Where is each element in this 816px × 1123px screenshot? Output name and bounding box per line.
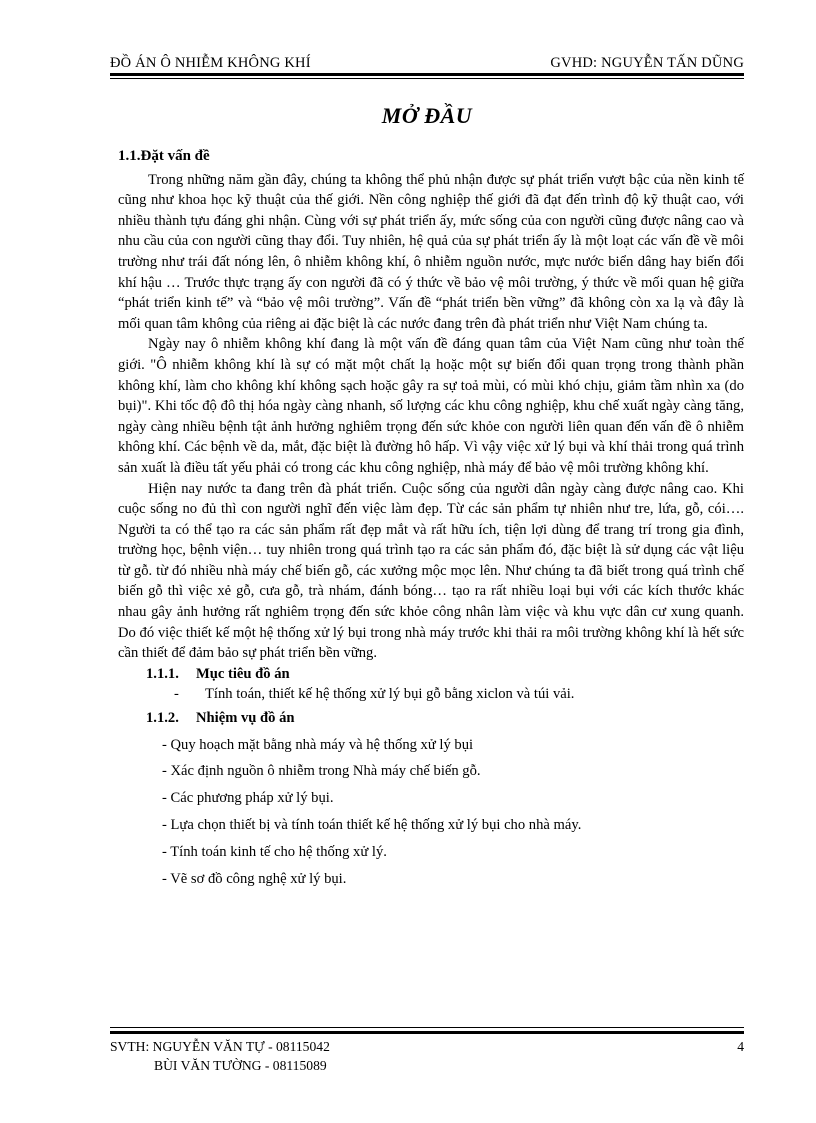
page-title: MỞ ĐẦU (381, 103, 473, 128)
subsection-number: 1.1.1. (146, 665, 179, 682)
paragraph-3: Hiện nay nước ta đang trên đà phát triển. Cuộc sống của người dân ngày càng được nâng cao. Khi cuộc sống no đủ thì con người nghĩ đến việc làm đẹp. Từ các sản phẩm tự nhiên như tre, lứa, gỗ, cói…. Người ta có thể tạo ra các sản phẩm rất đẹp mắt và rất hữu ích, tiện lợi dùng để trang trí trong gia đình, trường học, bệnh viện… tuy nhiên trong quá trình tạo ra các sản phẩm đó, đặc biệt là sử dụng các vật liệu từ gỗ. từ đó nhiều nhà máy chế biến gỗ, các xưởng mộc mọc lên. Như chúng ta đã biết trong quá trình chế biến gỗ thì việc xẻ gỗ, cưa gỗ, trà nhám, đánh bóng… tạo ra rất nhiều loại bụi với các kích thước khác nhau gây ảnh hưởng rất nghiêm trọng đến sức khỏe công nhân làm việc và khu vực dân cư xung quanh. Do đó việc thiết kế một hệ thống xử lý bụi trong nhà máy trước khi thải ra môi trường không khí là hết sức cần thiết để đảm bảo sự phát triển bền vững. (118, 480, 744, 662)
footer-rule-thick (110, 1031, 744, 1034)
section-heading: 1.1.Đặt vấn đề (118, 148, 210, 164)
footer-student-2: BÙI VĂN TƯỜNG - 08115089 (154, 1058, 327, 1073)
header-rule-thick (110, 73, 744, 76)
subsection-number: 1.1.2. (146, 710, 179, 727)
footer-rule-thin (110, 1027, 744, 1028)
objective-item (118, 684, 744, 705)
tasks-list (118, 735, 744, 890)
header-course-title: ĐỒ ÁN Ô NHIỄM KHÔNG KHÍ (110, 55, 311, 71)
list-item: - Lựa chọn thiết bị và tính toán thiết kế hệ thống xử lý bụi cho nhà máy. (162, 816, 582, 833)
objective-text: Tính toán, thiết kế hệ thống xử lý bụi gỗ bằng xiclon và túi vải. (205, 686, 575, 703)
document-body (118, 146, 744, 895)
paragraph-2: Ngày nay ô nhiễm không khí đang là một vấn đề đáng quan tâm của Việt Nam cũng như toàn thế giới. "Ô nhiễm không khí là sự có mặt một chất lạ hoặc một sự biến đổi quan trọng trong thành phần không khí, làm cho không khí không sạch hoặc gây ra sự toả mùi, có mùi khó chịu, giảm tầm nhìn xa (do bụi)". Khi tốc độ đô thị hóa ngày càng nhanh, số lượng các khu công nghiệp, khu chế xuất ngày càng tăng, ngày càng nhiều bệnh tật ảnh hưởng nghiêm trọng đến sức khỏe con người liên quan đến vấn đề ô nhiễm không khí. Các bệnh về da, mắt, đặc biệt là đường hô hấp. Vì vậy việc xử lý bụi và khí thải trong quá trình sản xuất là điều tất yếu phải có trong các khu công nghiệp, nhà máy để bảo vệ môi trường không khí. (118, 336, 744, 476)
subsection-title: Mục tiêu đồ án (196, 665, 290, 682)
list-item: - Các phương pháp xử lý bụi. (162, 790, 334, 807)
list-item: - Xác định nguồn ô nhiễm trong Nhà máy chế biến gỗ. (162, 763, 481, 780)
footer-student-1: SVTH: NGUYỄN VĂN TỰ - 08115042 (110, 1039, 330, 1054)
page-header (110, 50, 744, 72)
list-item: - Quy hoạch mặt bằng nhà máy và hệ thống xử lý bụi (162, 736, 474, 753)
header-rule-thin (110, 78, 744, 79)
header-instructor: GVHD: NGUYỄN TẤN DŨNG (550, 55, 744, 71)
page-footer (110, 1037, 744, 1075)
page-number: 4 (737, 1039, 744, 1054)
list-item: - Tính toán kinh tế cho hệ thống xử lý. (162, 843, 387, 860)
subsection-title: Nhiệm vụ đồ án (196, 710, 295, 727)
paragraph-1: Trong những năm gần đây, chúng ta không thể phủ nhận được sự phát triển vượt bậc của nền kinh tế cũng như khoa học kỹ thuật của thế giới. Nền công nghiệp thế giới đã đạt đến trình độ kỹ thuật cao, với nhiều thành tựu đáng ghi nhận. Cùng với sự phát triển ấy, mức sống của con người cũng được nâng cao và nhu cầu của con người cũng thay đổi. Tuy nhiên, hệ quả của sự phát triển ấy là một loạt các vấn đề về môi trường như trái đất nóng lên, ô nhiễm không khí, ô nhiễm nguồn nước, mực nước biển dâng hay biến đổi khí hậu … Trước thực trạng ấy con người đã có ý thức về bảo vệ môi trường, ý thức về mối quan hệ giữa “phát triển kinh tế” và “bảo vệ môi trường”. Vấn đề “phát triển bền vững” đã không còn xa lạ và đây là mối quan tâm không của riêng ai đặc biệt là các nước đang trên đà phát triển như Việt Nam chúng ta. (118, 171, 744, 332)
dash-marker: - (174, 686, 179, 703)
list-item: - Vẽ sơ đồ công nghệ xử lý bụi. (162, 870, 347, 887)
subsection-heading-objective (118, 664, 744, 685)
subsection-heading-tasks (118, 708, 744, 729)
